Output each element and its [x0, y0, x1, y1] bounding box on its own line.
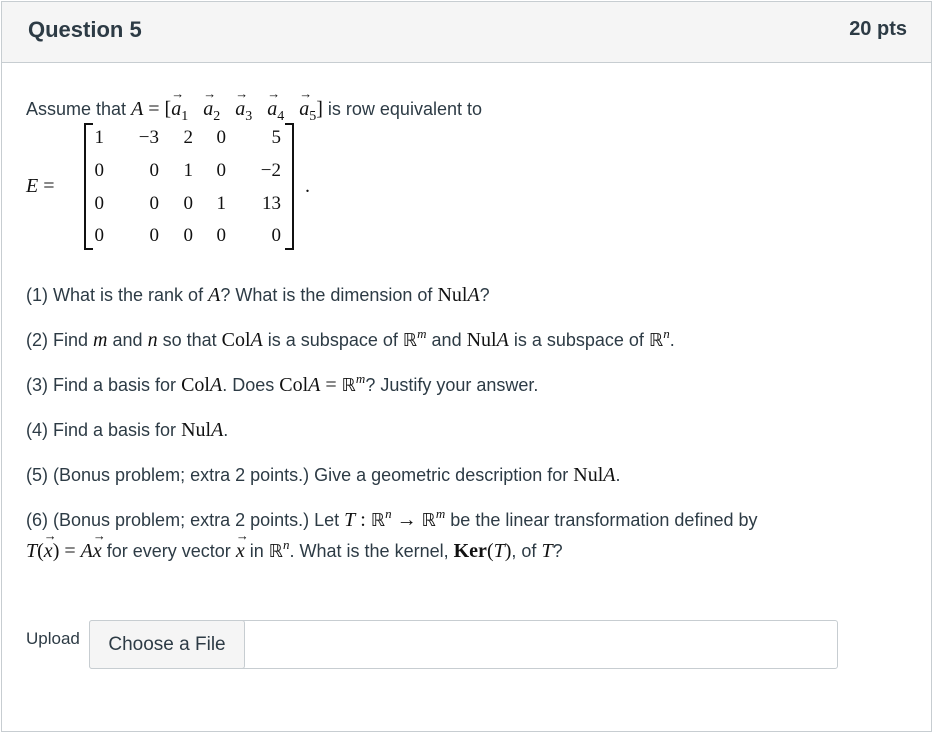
math-nul-a: NulA: [437, 284, 480, 306]
q1-text-a: (1) What is the rank of: [26, 285, 204, 305]
question-2: [26, 326, 675, 352]
matrix-cell: 0: [94, 160, 104, 181]
matrix-cell: −2: [260, 160, 281, 181]
q2-text-d: is a subspace of: [267, 330, 398, 350]
question-4: [26, 419, 228, 442]
matrix-a-definition: A = [→ $a_1 \to a_2 \to a_3 \to a_4 \to a_5$]: [131, 98, 328, 120]
q6-text-a: (6) (Bonus problem; extra 2 points.) Let: [26, 510, 340, 530]
matrix-label: E =: [26, 175, 55, 197]
question-points: 20 pts: [849, 18, 907, 40]
q1-text-b: ? What is the dimension of: [220, 285, 433, 305]
q4-text-b: .: [223, 420, 229, 440]
math-col-a: ColA: [181, 374, 223, 396]
upload-label: Upload: [26, 629, 80, 648]
q6-text-b: be the linear transformation defined by: [450, 510, 758, 530]
file-upload-field[interactable]: [89, 620, 838, 669]
matrix-cell: 1: [216, 193, 226, 214]
matrix-right-bracket: [285, 123, 294, 250]
q3-text-b: . Does: [222, 375, 275, 395]
q6-text-f: , of: [511, 541, 537, 561]
q2-text-e: and: [431, 330, 462, 350]
matrix-cell: 5: [271, 127, 281, 148]
math-t: T: [541, 540, 553, 562]
question-title: Question 5: [28, 17, 142, 42]
intro-suffix: is row equivalent to: [327, 99, 482, 119]
question-6-line-2: [26, 537, 563, 563]
matrix-cell: 0: [216, 127, 226, 148]
matrix-cell: 0: [94, 225, 104, 246]
matrix-cell: 0: [149, 193, 159, 214]
q6-text-d: in: [249, 541, 264, 561]
math-r-m: ℝ$^m$: [402, 326, 427, 351]
q4-text-a: (4) Find a basis for: [26, 420, 177, 440]
q2-text-a: (2) Find: [26, 330, 89, 350]
math-col-a-equals-r-m: ColA = ℝ$^m$: [279, 371, 366, 396]
matrix-cell: −3: [138, 127, 159, 148]
matrix-cell: 1: [183, 160, 193, 181]
math-r-n: ℝ$^n$: [648, 326, 670, 351]
q5-text-a: (5) (Bonus problem; extra 2 points.) Give a geometric description for: [26, 465, 569, 485]
matrix-cell: 0: [216, 225, 226, 246]
question-header: [2, 2, 931, 63]
math-t-mapping: T : ℝ$^n$ → ℝ$^m$: [344, 506, 446, 531]
question-3: [26, 371, 539, 397]
q6-text-e: . What is the kernel,: [289, 541, 449, 561]
q2-text-b: and: [112, 330, 143, 350]
math-m: m: [93, 329, 108, 351]
math-t-definition: T(→ x) = A→ x: [26, 540, 102, 562]
math-nul-a: NulA: [466, 329, 509, 351]
math-x-vector: → x: [236, 540, 245, 563]
matrix-cell: 0: [183, 225, 193, 246]
matrix-cell: 0: [216, 160, 226, 181]
matrix-cell: 0: [94, 193, 104, 214]
question-1: [26, 284, 490, 307]
q2-text-c: so that: [162, 330, 217, 350]
q2-text-g: .: [669, 330, 675, 350]
intro-prefix: Assume that: [26, 99, 127, 119]
q1-text-c: ?: [479, 285, 490, 305]
q3-text-c: ? Justify your answer.: [365, 375, 539, 395]
matrix-cell: 0: [271, 225, 281, 246]
math-n: n: [147, 329, 158, 351]
q2-text-f: is a subspace of: [513, 330, 644, 350]
matrix-cell: 0: [183, 193, 193, 214]
math-nul-a: NulA: [573, 464, 616, 486]
intro-line: [26, 98, 482, 124]
matrix-period: .: [305, 175, 310, 197]
q6-text-c: for every vector: [106, 541, 231, 561]
matrix-cell: 2: [183, 127, 193, 148]
matrix-cell: 13: [262, 193, 281, 214]
math-col-a: ColA: [221, 329, 263, 351]
choose-file-button[interactable]: Choose a File: [89, 620, 245, 669]
matrix-cell: 1: [94, 127, 104, 148]
question-6-line-1: [26, 506, 758, 532]
math-nul-a: NulA: [181, 419, 224, 441]
q6-text-g: ?: [552, 541, 563, 561]
q3-text-a: (3) Find a basis for: [26, 375, 177, 395]
q5-text-b: .: [615, 465, 621, 485]
question-5: [26, 464, 620, 487]
matrix-cell: 0: [149, 225, 159, 246]
math-ker-t: Ker(T): [453, 540, 512, 562]
math-r-n: ℝ$^n$: [268, 537, 290, 562]
matrix-e: [84, 123, 294, 250]
math-a: A: [208, 284, 221, 306]
matrix-cell: 0: [149, 160, 159, 181]
